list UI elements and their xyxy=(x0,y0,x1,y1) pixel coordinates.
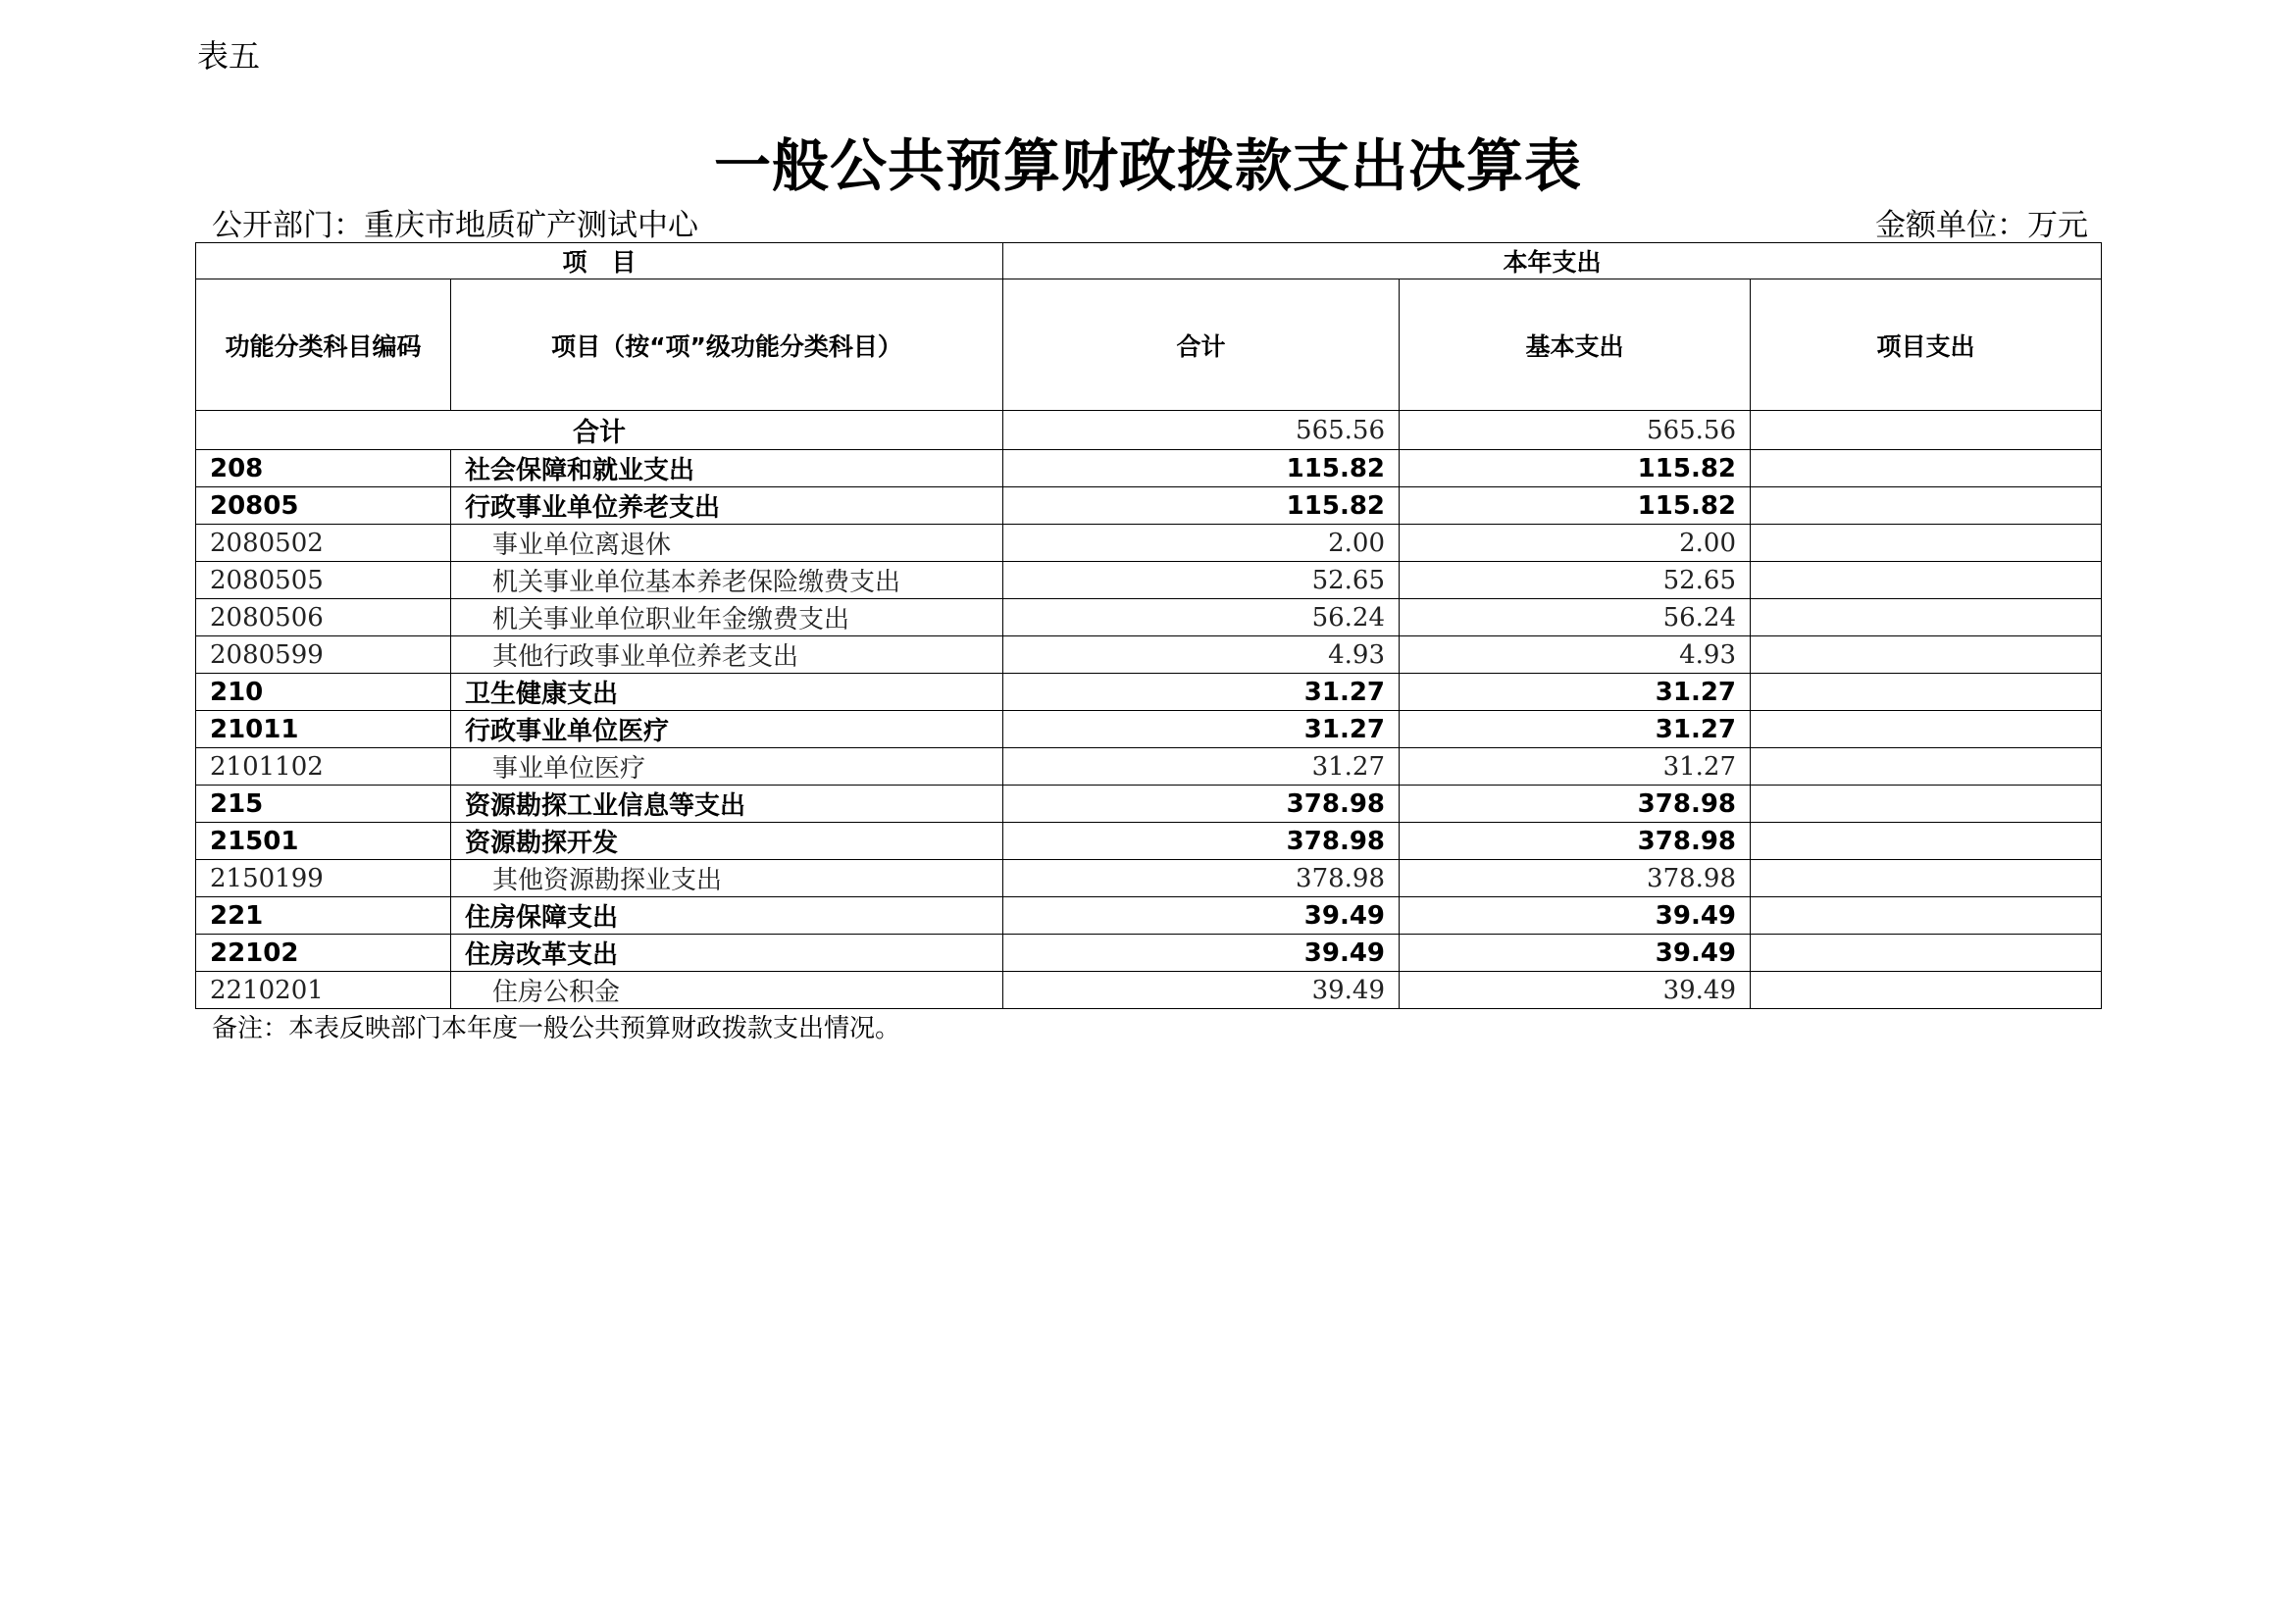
row-name: 其他行政事业单位养老支出 xyxy=(451,636,1003,674)
row-basic: 378.98 xyxy=(1400,860,1751,897)
row-basic: 39.49 xyxy=(1400,935,1751,972)
header-name: 项目（按“项”级功能分类科目） xyxy=(451,279,1003,411)
header-project: 项 目 xyxy=(196,243,1003,279)
header-row-top xyxy=(196,243,2102,279)
table-row xyxy=(196,674,2102,711)
row-name: 资源勘探工业信息等支出 xyxy=(451,786,1003,823)
row-name: 行政事业单位医疗 xyxy=(451,711,1003,748)
row-total: 378.98 xyxy=(1003,860,1400,897)
header-code: 功能分类科目编码 xyxy=(196,279,451,411)
row-project xyxy=(1751,860,2102,897)
total-label: 合计 xyxy=(196,411,1003,450)
header-current-year: 本年支出 xyxy=(1003,243,2102,279)
table-row xyxy=(196,599,2102,636)
row-name: 住房公积金 xyxy=(451,972,1003,1009)
row-total: 56.24 xyxy=(1003,599,1400,636)
table-row xyxy=(196,935,2102,972)
row-basic: 2.00 xyxy=(1400,525,1751,562)
row-project xyxy=(1751,786,2102,823)
row-total: 31.27 xyxy=(1003,674,1400,711)
row-code: 21011 xyxy=(196,711,451,748)
row-code: 2080502 xyxy=(196,525,451,562)
row-project xyxy=(1751,562,2102,599)
row-basic: 56.24 xyxy=(1400,599,1751,636)
row-project xyxy=(1751,525,2102,562)
row-project xyxy=(1751,897,2102,935)
row-total: 31.27 xyxy=(1003,748,1400,786)
row-name: 卫生健康支出 xyxy=(451,674,1003,711)
row-project xyxy=(1751,599,2102,636)
table-row xyxy=(196,711,2102,748)
row-code: 2210201 xyxy=(196,972,451,1009)
row-basic: 31.27 xyxy=(1400,674,1751,711)
header-row-columns xyxy=(196,279,2102,411)
row-basic: 52.65 xyxy=(1400,562,1751,599)
header-project-expense: 项目支出 xyxy=(1751,279,2102,411)
row-basic: 31.27 xyxy=(1400,748,1751,786)
row-basic: 4.93 xyxy=(1400,636,1751,674)
table-row xyxy=(196,636,2102,674)
expenditure-table xyxy=(195,242,2102,1009)
table-row xyxy=(196,972,2102,1009)
row-total: 39.49 xyxy=(1003,972,1400,1009)
row-code: 2080506 xyxy=(196,599,451,636)
row-project xyxy=(1751,748,2102,786)
row-code: 2150199 xyxy=(196,860,451,897)
table-label: 表五 xyxy=(197,37,261,75)
row-basic: 39.49 xyxy=(1400,897,1751,935)
row-project xyxy=(1751,450,2102,487)
row-project xyxy=(1751,935,2102,972)
row-name: 资源勘探开发 xyxy=(451,823,1003,860)
header-total: 合计 xyxy=(1003,279,1400,411)
row-code: 2080505 xyxy=(196,562,451,599)
row-name: 住房保障支出 xyxy=(451,897,1003,935)
row-total: 39.49 xyxy=(1003,935,1400,972)
row-name: 机关事业单位基本养老保险缴费支出 xyxy=(451,562,1003,599)
row-total: 52.65 xyxy=(1003,562,1400,599)
row-code: 22102 xyxy=(196,935,451,972)
row-code: 21501 xyxy=(196,823,451,860)
row-basic: 115.82 xyxy=(1400,450,1751,487)
unit-label: 金额单位：万元 xyxy=(1875,208,2088,243)
header-basic: 基本支出 xyxy=(1400,279,1751,411)
table-row xyxy=(196,525,2102,562)
row-total: 2.00 xyxy=(1003,525,1400,562)
row-code: 210 xyxy=(196,674,451,711)
footnote: 备注：本表反映部门本年度一般公共预算财政拨款支出情况。 xyxy=(212,1014,901,1043)
table-row xyxy=(196,562,2102,599)
table-row xyxy=(196,786,2102,823)
row-basic: 378.98 xyxy=(1400,823,1751,860)
row-project xyxy=(1751,823,2102,860)
total-amount: 565.56 xyxy=(1003,411,1400,450)
row-project xyxy=(1751,972,2102,1009)
table-row xyxy=(196,823,2102,860)
row-code: 208 xyxy=(196,450,451,487)
page-title: 一般公共预算财政拨款支出决算表 xyxy=(713,132,1582,199)
row-total: 31.27 xyxy=(1003,711,1400,748)
row-name: 住房改革支出 xyxy=(451,935,1003,972)
row-basic: 115.82 xyxy=(1400,487,1751,525)
row-name: 社会保障和就业支出 xyxy=(451,450,1003,487)
row-code: 215 xyxy=(196,786,451,823)
table-row xyxy=(196,450,2102,487)
table-row xyxy=(196,487,2102,525)
row-name: 机关事业单位职业年金缴费支出 xyxy=(451,599,1003,636)
row-code: 2080599 xyxy=(196,636,451,674)
row-project xyxy=(1751,636,2102,674)
row-total: 115.82 xyxy=(1003,487,1400,525)
row-total: 378.98 xyxy=(1003,786,1400,823)
row-name: 事业单位离退休 xyxy=(451,525,1003,562)
table-row xyxy=(196,897,2102,935)
row-project xyxy=(1751,711,2102,748)
row-name: 其他资源勘探业支出 xyxy=(451,860,1003,897)
row-total: 115.82 xyxy=(1003,450,1400,487)
total-basic: 565.56 xyxy=(1400,411,1751,450)
row-code: 2101102 xyxy=(196,748,451,786)
table-row xyxy=(196,748,2102,786)
row-basic: 39.49 xyxy=(1400,972,1751,1009)
row-name: 行政事业单位养老支出 xyxy=(451,487,1003,525)
row-basic: 31.27 xyxy=(1400,711,1751,748)
row-name: 事业单位医疗 xyxy=(451,748,1003,786)
row-total: 39.49 xyxy=(1003,897,1400,935)
total-row xyxy=(196,411,2102,450)
row-total: 4.93 xyxy=(1003,636,1400,674)
row-project xyxy=(1751,487,2102,525)
row-total: 378.98 xyxy=(1003,823,1400,860)
row-code: 20805 xyxy=(196,487,451,525)
department-label: 公开部门：重庆市地质矿产测试中心 xyxy=(212,208,698,243)
total-project xyxy=(1751,411,2102,450)
table-row xyxy=(196,860,2102,897)
row-code: 221 xyxy=(196,897,451,935)
row-basic: 378.98 xyxy=(1400,786,1751,823)
row-project xyxy=(1751,674,2102,711)
